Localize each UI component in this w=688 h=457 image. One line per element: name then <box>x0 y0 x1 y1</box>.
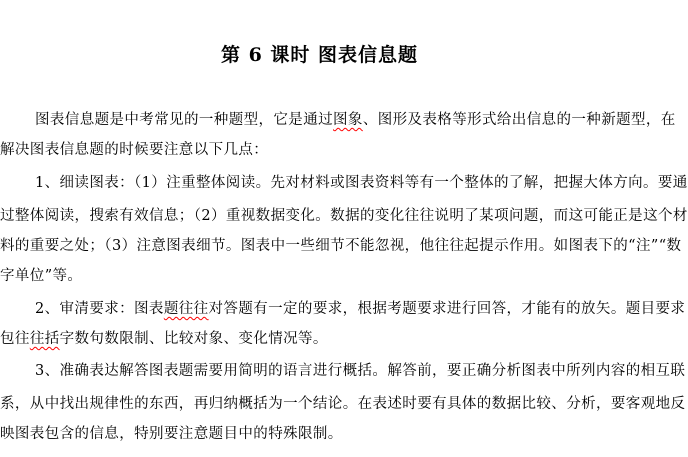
paragraph-line: 系，从中找出规律性的东西，再归纳概括为一个结论。在表述时要有具体的数据比较、分析，要客观地反 <box>0 396 686 412</box>
paragraph-line: 料的重要之处；（3）注意图表细节。图表中一些细节不能忽视，他往往起提示作用。如图表下的“注”“数 <box>0 238 682 254</box>
paragraph-line: 过整体阅读，搜索有效信息；（2）重视数据变化。数据的变化往往说明了某项问题，而这可能正是这个材 <box>0 208 688 224</box>
paragraph-line: 3、准确表达解答图表题需要用简明的语言进行概括。解答前，要正确分析图表中所列内容的相互联 <box>35 363 686 379</box>
paragraph-line: 字单位”等。 <box>0 268 83 284</box>
paragraph-line: 1、细读图表：（1）注重整体阅读。先对材料或图表资料等有一个整体的了解，把握大体方向。要通 <box>35 175 688 191</box>
paragraph-line: 解决图表信息题的时候要注意以下几点： <box>0 142 269 158</box>
paragraph-line: 映图表包含的信息，特别要注意题目中的特殊限制。 <box>0 426 343 442</box>
paragraph-line: 包往往括字数句数限制、比较对象、变化情况等。 <box>0 331 328 347</box>
spellcheck-underline: 往括 <box>29 331 60 347</box>
page-title: 第 6 课时 图表信息题 <box>220 44 419 66</box>
paragraph-line: 图表信息题是中考常见的一种题型，它是通过图象、图形及表格等形式给出信息的一种新题型，在 <box>35 112 676 128</box>
spellcheck-underline: 题往往 <box>163 301 209 317</box>
paragraph-line: 2、审清要求：图表题往往对答题有一定的要求，根据考题要求进行回答，才能有的放矢。题目要求 <box>35 301 686 317</box>
spellcheck-underline: 图象 <box>333 112 363 128</box>
